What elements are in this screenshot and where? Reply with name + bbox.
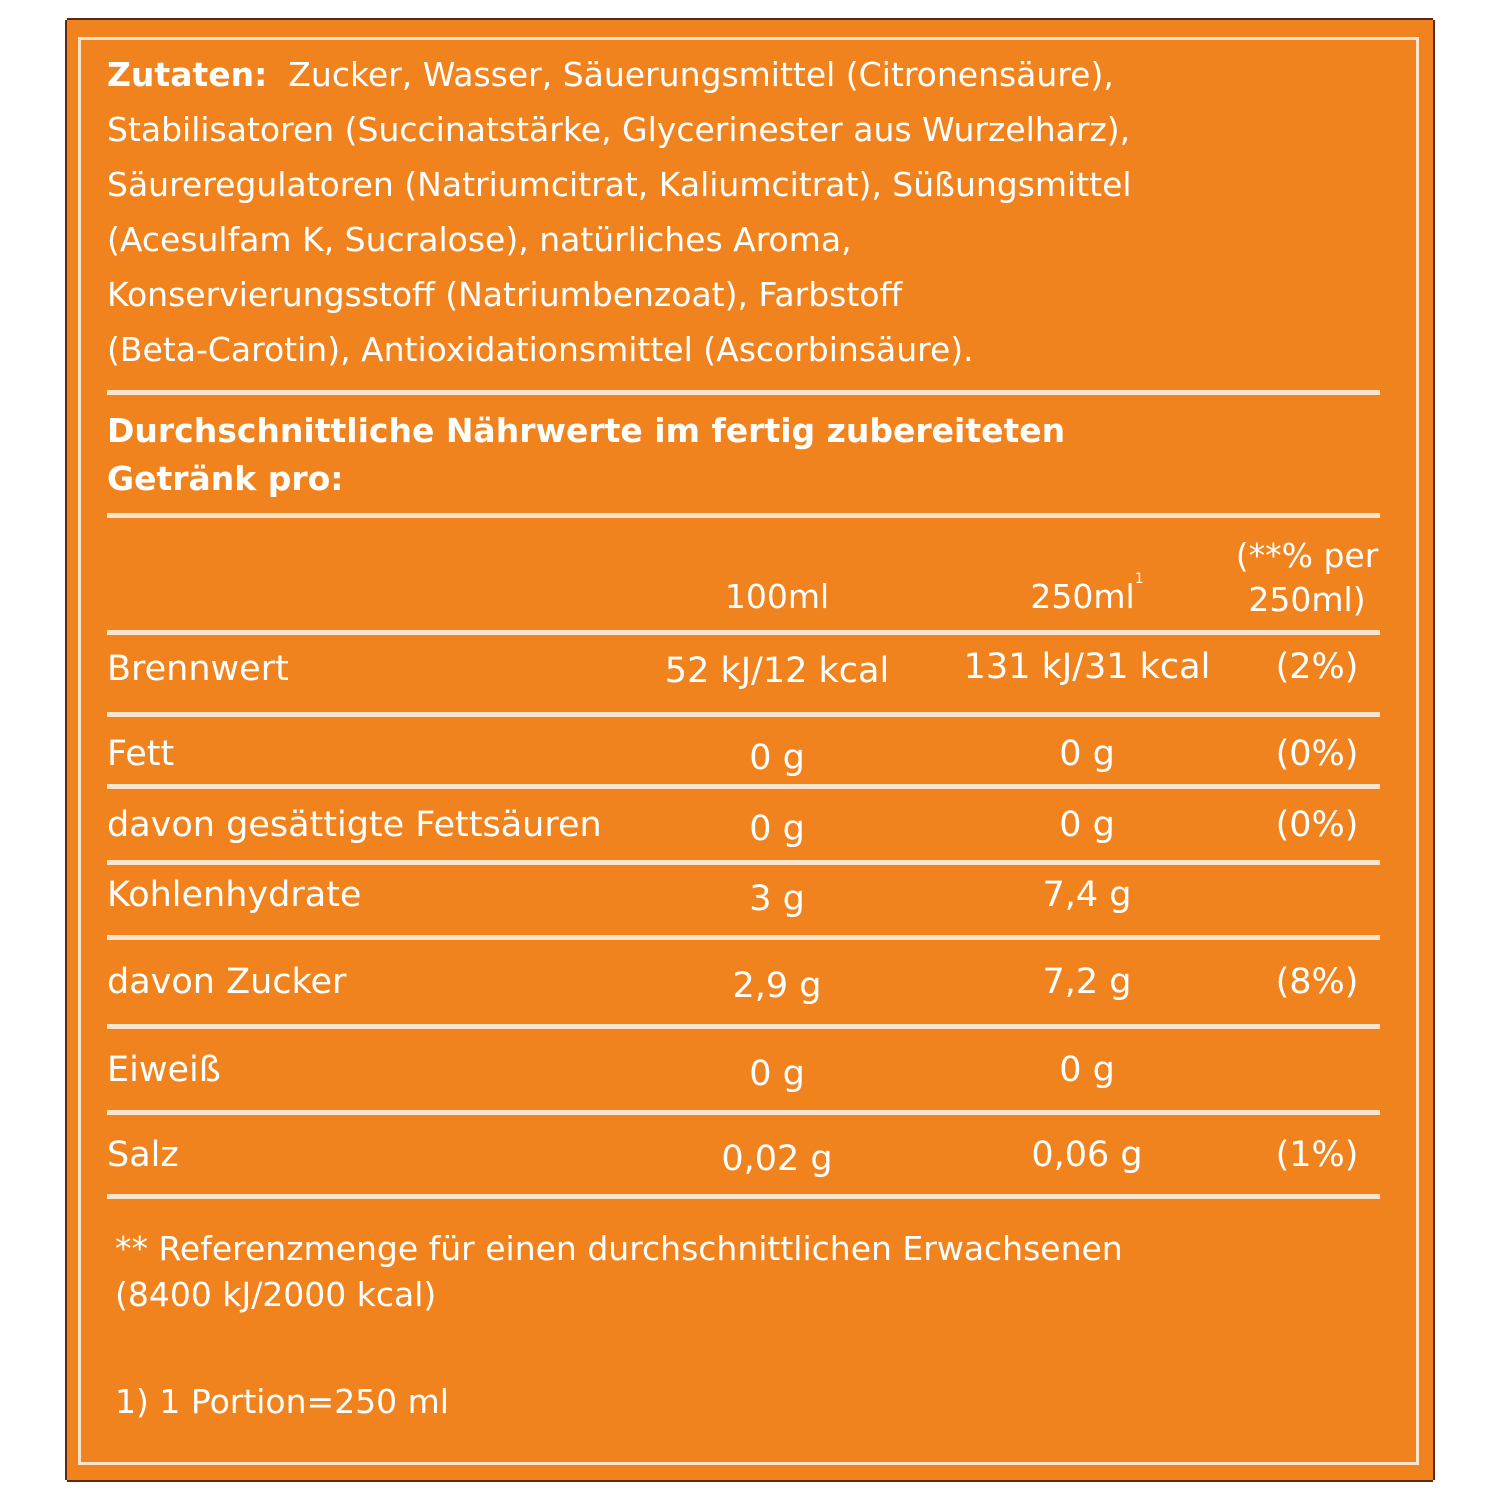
divider-row-6: [107, 1110, 1380, 1115]
row-pct-gesaettigte-fettsaeuren: (0%): [1275, 805, 1359, 845]
divider-row-7: [107, 1194, 1380, 1199]
row-value-100ml-salz: 0,02 g: [721, 1139, 833, 1179]
divider-row-5: [107, 1024, 1380, 1029]
divider-row-4: [107, 935, 1380, 940]
row-value-250ml-salz: 0,06 g: [1031, 1135, 1143, 1175]
divider-columns: [107, 630, 1380, 635]
column-header-pct-line-2: 250ml): [1248, 580, 1366, 619]
row-value-250ml-kohlenhydrate: 7,4 g: [1042, 875, 1132, 915]
row-value-100ml-gesaettigte-fettsaeuren: 0 g: [749, 809, 805, 849]
row-value-250ml-fett: 0 g: [1059, 734, 1115, 774]
row-value-250ml-zucker: 7,2 g: [1042, 962, 1132, 1002]
ingredients-text-1: Zucker, Wasser, Säuerungsmittel (Citronensäure),: [288, 55, 1114, 94]
footnote-marker: 1: [1134, 571, 1144, 587]
row-value-100ml-kohlenhydrate: 3 g: [749, 879, 805, 919]
row-value-100ml-eiweiss: 0 g: [749, 1054, 805, 1094]
row-pct-fett: (0%): [1275, 734, 1359, 774]
ingredients-block: [107, 47, 1132, 377]
row-label-zucker: davon Zucker: [107, 962, 347, 1002]
column-header-250ml: [957, 571, 1217, 616]
row-label-gesaettigte-fettsaeuren: davon gesättigte Fettsäuren: [107, 805, 602, 845]
ingredients-text-2: Stabilisatoren (Succinatstärke, Glycerinester aus Wurzelharz),: [107, 110, 1131, 149]
column-header-pct-line-1: (**% per: [1235, 536, 1379, 575]
footnote-portion: 1) 1 Portion=250 ml: [115, 1382, 449, 1421]
row-value-250ml-gesaettigte-fettsaeuren: 0 g: [1059, 805, 1115, 845]
column-header-250ml-label: 250ml: [1030, 577, 1135, 616]
footnote-reference-line-1: ** Referenzmenge für einen durchschnittlichen Erwachsenen: [115, 1229, 1123, 1268]
row-label-kohlenhydrate: Kohlenhydrate: [107, 875, 362, 915]
row-value-100ml-zucker: 2,9 g: [732, 966, 822, 1006]
divider-row-1: [107, 712, 1380, 717]
column-header-100ml: 100ml: [724, 577, 830, 616]
row-value-100ml-brennwert: 52 kJ/12 kcal: [664, 651, 890, 691]
row-value-250ml-eiweiss: 0 g: [1059, 1050, 1115, 1090]
divider-ingredients: [107, 390, 1380, 395]
footnote-reference-line-2: (8400 kJ/2000 kcal): [115, 1275, 437, 1314]
nutrition-label-panel: [67, 20, 1433, 1480]
ingredients-line-1: [107, 47, 1132, 102]
row-pct-salz: (1%): [1275, 1135, 1359, 1175]
row-label-salz: Salz: [107, 1135, 179, 1175]
nutrition-heading-line-2: Getränk pro:: [107, 459, 344, 498]
ingredients-text-4: (Acesulfam K, Sucralose), natürliches Aroma,: [107, 220, 852, 259]
column-header-reference-percent: [1227, 534, 1387, 622]
nutrition-heading: [107, 407, 1065, 503]
row-pct-zucker: (8%): [1275, 962, 1359, 1002]
row-label-brennwert: Brennwert: [107, 649, 289, 689]
row-label-fett: Fett: [107, 734, 175, 774]
divider-heading: [107, 513, 1380, 518]
ingredients-text-3: Säureregulatoren (Natriumcitrat, Kaliumcitrat), Süßungsmittel: [107, 165, 1132, 204]
divider-row-3: [107, 860, 1380, 865]
footnote-reference: [115, 1226, 1123, 1318]
nutrition-heading-line-1: Durchschnittliche Nährwerte im fertig zubereiteten: [107, 411, 1066, 450]
row-pct-brennwert: (2%): [1275, 647, 1359, 687]
ingredients-text-6: (Beta-Carotin), Antioxidationsmittel (Ascorbinsäure).: [107, 330, 974, 369]
ingredients-label: Zutaten:: [107, 55, 268, 94]
row-label-eiweiss: Eiweiß: [107, 1050, 221, 1090]
row-value-100ml-fett: 0 g: [749, 738, 805, 778]
ingredients-text-5: Konservierungsstoff (Natriumbenzoat), Farbstoff: [107, 275, 903, 314]
row-value-250ml-brennwert: 131 kJ/31 kcal: [963, 647, 1211, 687]
divider-row-2: [107, 784, 1380, 789]
